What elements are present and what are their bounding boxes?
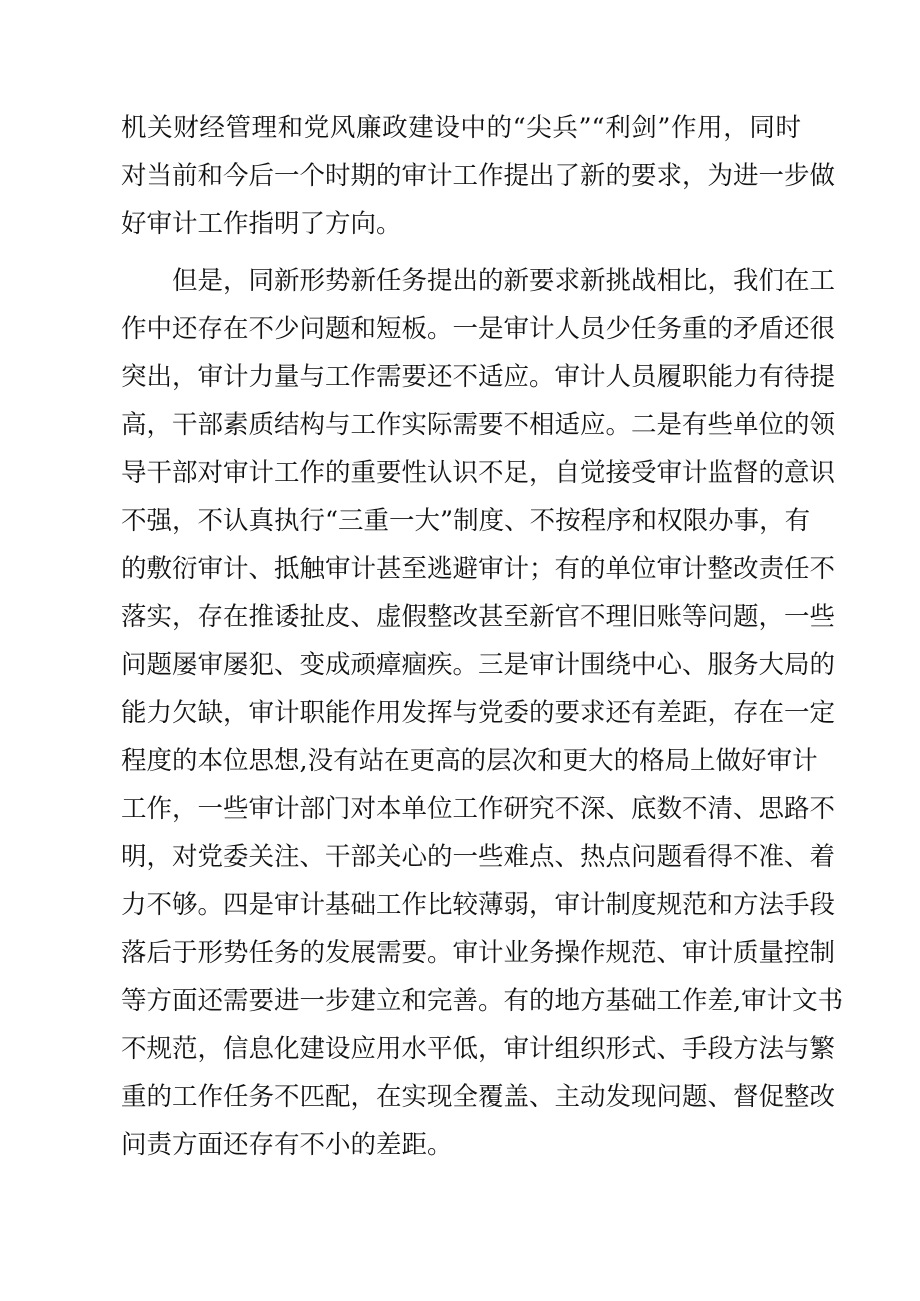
paragraph-2-line-14: 力不够。四是审计基础工作比较薄弱，审计制度规范和方法手段 <box>121 890 836 920</box>
paragraph-2-line-7: 的敷衍审计、抵触审计甚至逃避审计；有的单位审计整改责任不 <box>121 554 836 584</box>
paragraph-2-line-1: 但是，同新形势新任务提出的新要求新挑战相比，我们在工 <box>172 266 836 296</box>
paragraph-2-line-11: 程度的本位思想,没有站在更高的层次和更大的格局上做好审计 <box>121 746 818 776</box>
paragraph-2-line-18: 重的工作任务不匹配，在实现全覆盖、主动发现问题、督促整改 <box>121 1082 836 1112</box>
paragraph-2-line-12: 工作，一些审计部门对本单位工作研究不深、底数不清、思路不 <box>121 794 836 824</box>
paragraph-2-line-3: 突出，审计力量与工作需要还不适应。审计人员履职能力有待提 <box>121 362 836 392</box>
paragraph-2-line-2: 作中还存在不少问题和短板。一是审计人员少任务重的矛盾还很 <box>121 314 836 344</box>
paragraph-2-line-10: 能力欠缺，审计职能作用发挥与党委的要求还有差距，存在一定 <box>121 698 836 728</box>
paragraph-1-line-2: 对当前和今后一个时期的审计工作提出了新的要求，为进一步做 <box>121 161 836 191</box>
paragraph-2-line-5: 导干部对审计工作的重要性认识不足，自觉接受审计监督的意识 <box>121 458 836 488</box>
paragraph-1-line-1: 机关财经管理和党风廉政建设中的“尖兵”“利剑”作用，同时 <box>121 113 801 143</box>
paragraph-2-line-8: 落实，存在推诿扯皮、虚假整改甚至新官不理旧账等问题，一些 <box>121 602 836 632</box>
paragraph-2-line-13: 明，对党委关注、干部关心的一些难点、热点问题看得不准、着 <box>121 842 836 872</box>
paragraph-2-line-17: 不规范，信息化建设应用水平低，审计组织形式、手段方法与繁 <box>121 1034 836 1064</box>
paragraph-2-line-6: 不强，不认真执行“三重一大”制度、不按程序和权限办事，有 <box>121 506 811 536</box>
paragraph-2-line-9: 问题屡审屡犯、变成顽瘴痼疾。三是审计围绕中心、服务大局的 <box>121 650 836 680</box>
paragraph-2-line-4: 高，干部素质结构与工作实际需要不相适应。二是有些单位的领 <box>121 410 836 440</box>
paragraph-2-line-15: 落后于形势任务的发展需要。审计业务操作规范、审计质量控制 <box>121 938 836 968</box>
paragraph-1-line-3: 好审计工作指明了方向。 <box>121 209 402 239</box>
paragraph-2-line-19: 问责方面还存有不小的差距。 <box>121 1130 453 1160</box>
paragraph-2-line-16: 等方面还需要进一步建立和完善。有的地方基础工作差,审计文书 <box>121 986 844 1016</box>
